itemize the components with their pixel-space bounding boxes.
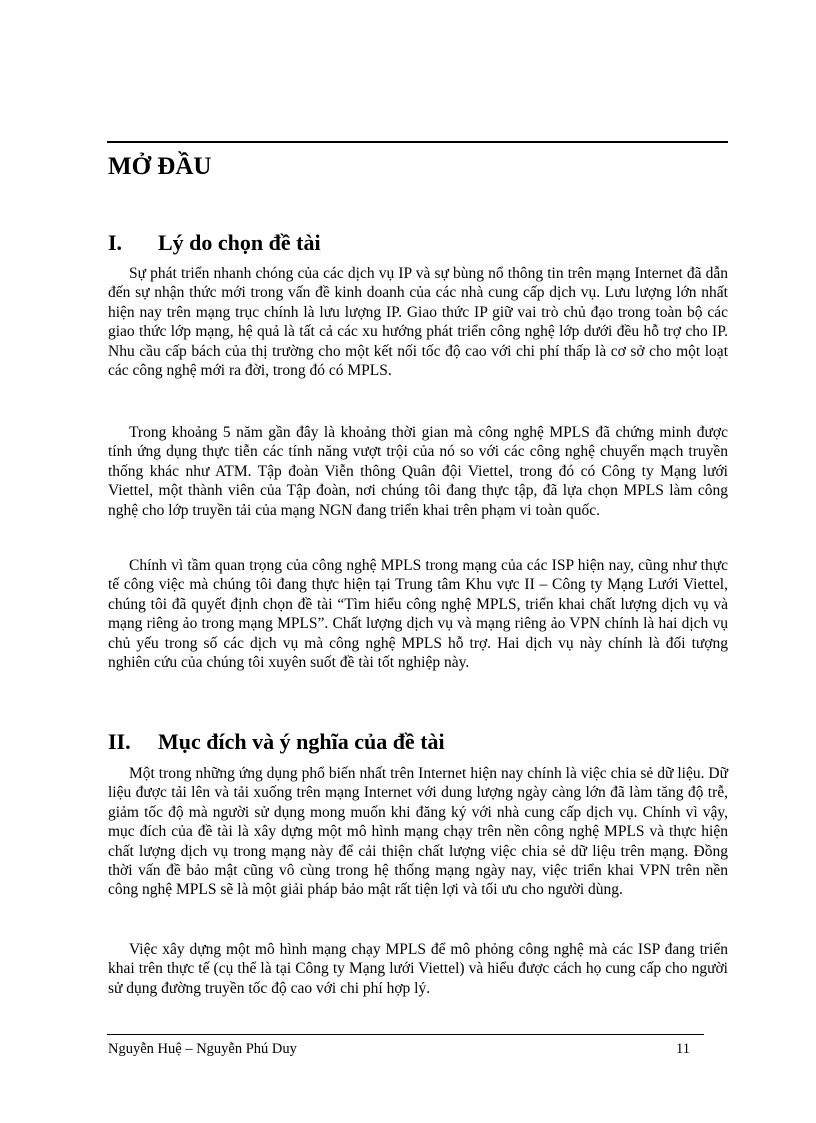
page-number: 11	[676, 1041, 690, 1057]
section-title: Lý do chọn đề tài	[158, 230, 321, 255]
top-rule	[107, 141, 728, 143]
chapter-title: MỞ ĐẦU	[108, 153, 212, 180]
paragraph: Sự phát triển nhanh chóng của các dịch vụ IP và sự bùng nổ thông tin trên mạng Internet đã dẫn đến sự nhận thức mới trong vấn đề kinh doanh của các nhà cung cấp dịch vụ. Lưu lượng lớn nhất hiện nay trên mạng trục chính là lưu lượng IP. Giao thức IP giữ vai trò chủ đạo trong toàn bộ các giao thức lớp mạng, hệ quả là tất cả các xu hướng phát triển công nghệ lớp dưới đều hỗ trợ cho IP. Nhu cầu cấp bách của thị trường cho một kết nối tốc độ cao với chi phí thấp là cơ sở cho một loạt các công nghệ mới ra đời, trong đó có MPLS.	[108, 265, 728, 380]
paragraph: Việc xây dựng một mô hình mạng chạy MPLS để mô phỏng công nghệ mà các ISP đang triển khai trên thực tế (cụ thể là tại Công ty Mạng lưới Viettel) và hiểu được cách họ cung cấp cho người sử dụng đường truyền tốc độ cao với chi phí hợp lý.	[108, 941, 728, 997]
paragraph: Chính vì tầm quan trọng của công nghệ MPLS trong mạng của các ISP hiện nay, cũng như thực tế công việc mà chúng tôi đang thực hiện tại Trung tâm Khu vực II – Công ty Mạng Lưới Viettel, chúng tôi đã quyết định chọn đề tài “Tìm hiểu công nghệ MPLS, triển khai chất lượng dịch vụ và mạng riêng ảo trong mạng MPLS”. Chất lượng dịch vụ và mạng riêng ảo VPN chính là hai dịch vụ chủ yếu trong số các dịch vụ mà công nghệ MPLS hỗ trợ. Hai dịch vụ này chính là đối tượng nghiên cứu của chúng tôi xuyên suốt đề tài tốt nghiệp này.	[108, 557, 728, 672]
section-title: Mục đích và ý nghĩa của đề tài	[158, 729, 445, 754]
paragraph: Trong khoảng 5 năm gần đây là khoảng thời gian mà công nghệ MPLS đã chứng minh được tính ứng dụng thực tiễn các tính năng vượt trội của nó so với các công nghệ chuyển mạch truyền thống khác như ATM. Tập đoàn Viễn thông Quân đội Viettel, trong đó có Công ty Mạng lưới Viettel, một thành viên của Tập đoàn, nơi chúng tôi đang thực tập, đã lựa chọn MPLS làm công nghệ cho lớp truyền tải của mạng NGN đang triển khai trên phạm vi toàn quốc.	[108, 424, 728, 519]
section-heading-2	[108, 728, 445, 756]
section-number: II.	[108, 729, 131, 754]
footer-rule	[107, 1034, 704, 1035]
footer-authors: Nguyễn Huệ – Nguyễn Phú Duy	[108, 1041, 297, 1057]
paragraph: Một trong những ứng dụng phổ biến nhất trên Internet hiện nay chính là việc chia sẻ dữ liệu. Dữ liệu được tải lên và tải xuống trên mạng Internet với dung lượng ngày càng lớn đã làm tăng độ trễ, giảm tốc độ mà người sử dụng mong muốn khi đăng ký với nhà cung cấp dịch vụ. Chính vì vậy, mục đích của đề tài là xây dựng một mô hình mạng chạy trên nền công nghệ MPLS và thực hiện chất lượng dịch vụ trong mạng này để cải thiện chất lượng việc chia sẻ dữ liệu trên mạng. Đồng thời vấn đề bảo mật cũng vô cùng trong hệ thống mạng ngày nay, việc triển khai VPN trên nền công nghệ MPLS sẽ là một giải pháp bảo mật rất tiện lợi và tối ưu cho người dùng.	[108, 765, 728, 899]
section-heading-1	[108, 229, 321, 257]
section-number: I.	[108, 230, 123, 255]
